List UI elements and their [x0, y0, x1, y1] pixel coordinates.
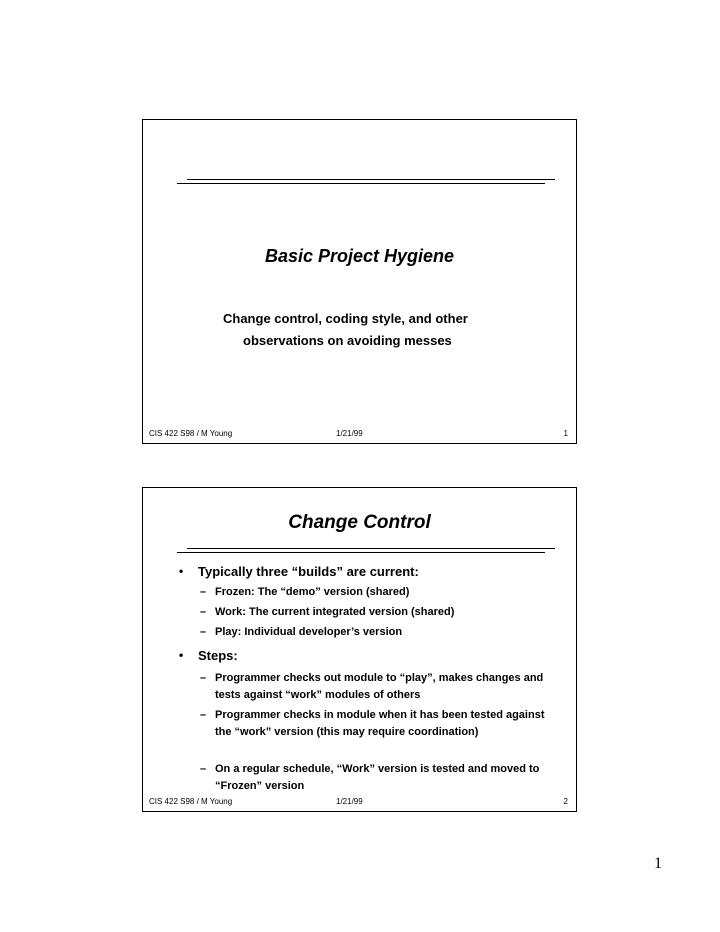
sub-item-text: Programmer checks in module when it has been tested against the “work” version (this may require coordination): [215, 709, 545, 738]
subtitle-line-2: observations on avoiding messes: [243, 333, 452, 348]
dash-icon: –: [200, 586, 207, 598]
sub-item: [200, 707, 545, 741]
footer-date: 1/21/99: [336, 797, 363, 806]
dash-icon: –: [200, 606, 207, 618]
sub-item-text: Work: The current integrated version (shared): [215, 606, 455, 618]
title-rule-bottom: [177, 552, 545, 553]
page-number: 1: [654, 855, 662, 872]
bullet-icon: •: [179, 648, 184, 662]
subtitle-line-1: Change control, coding style, and other: [223, 311, 468, 326]
sub-item: [200, 761, 545, 795]
slide-2: [142, 487, 577, 812]
sub-item: [200, 670, 545, 704]
slide-title: Change Control: [288, 512, 431, 533]
dash-icon: –: [200, 763, 207, 775]
sub-item-text: Play: Individual developer’s version: [215, 626, 403, 638]
sub-item: [200, 604, 550, 621]
dash-icon: –: [200, 626, 207, 638]
title-rule-top: [187, 548, 555, 549]
slide-1: [142, 119, 577, 444]
sub-item: [200, 584, 550, 601]
sub-item-text: Frozen: The “demo” version (shared): [215, 586, 410, 598]
sub-item-text: Programmer checks out module to “play”, makes changes and tests against “work” modules of others: [215, 672, 544, 701]
sub-item: [200, 624, 550, 641]
footer-slide-number: 1: [563, 429, 568, 438]
dash-icon: –: [200, 709, 207, 721]
footer-slide-number: 2: [563, 797, 568, 806]
title-rule-top: [187, 179, 555, 180]
footer-date: 1/21/99: [336, 429, 363, 438]
title-rule-bottom: [177, 183, 545, 184]
footer-course: CIS 422 S98 / M Young: [149, 797, 233, 806]
slide-subtitle: [223, 308, 513, 352]
sub-item-text: On a regular schedule, “Work” version is tested and moved to “Frozen” version: [215, 763, 540, 792]
dash-icon: –: [200, 672, 207, 684]
bullet-text: Steps:: [198, 648, 238, 663]
footer-course: CIS 422 S98 / M Young: [149, 429, 233, 438]
slide-title: Basic Project Hygiene: [264, 246, 455, 266]
bullet-icon: •: [179, 564, 184, 578]
bullet-text: Typically three “builds” are current:: [198, 564, 419, 579]
